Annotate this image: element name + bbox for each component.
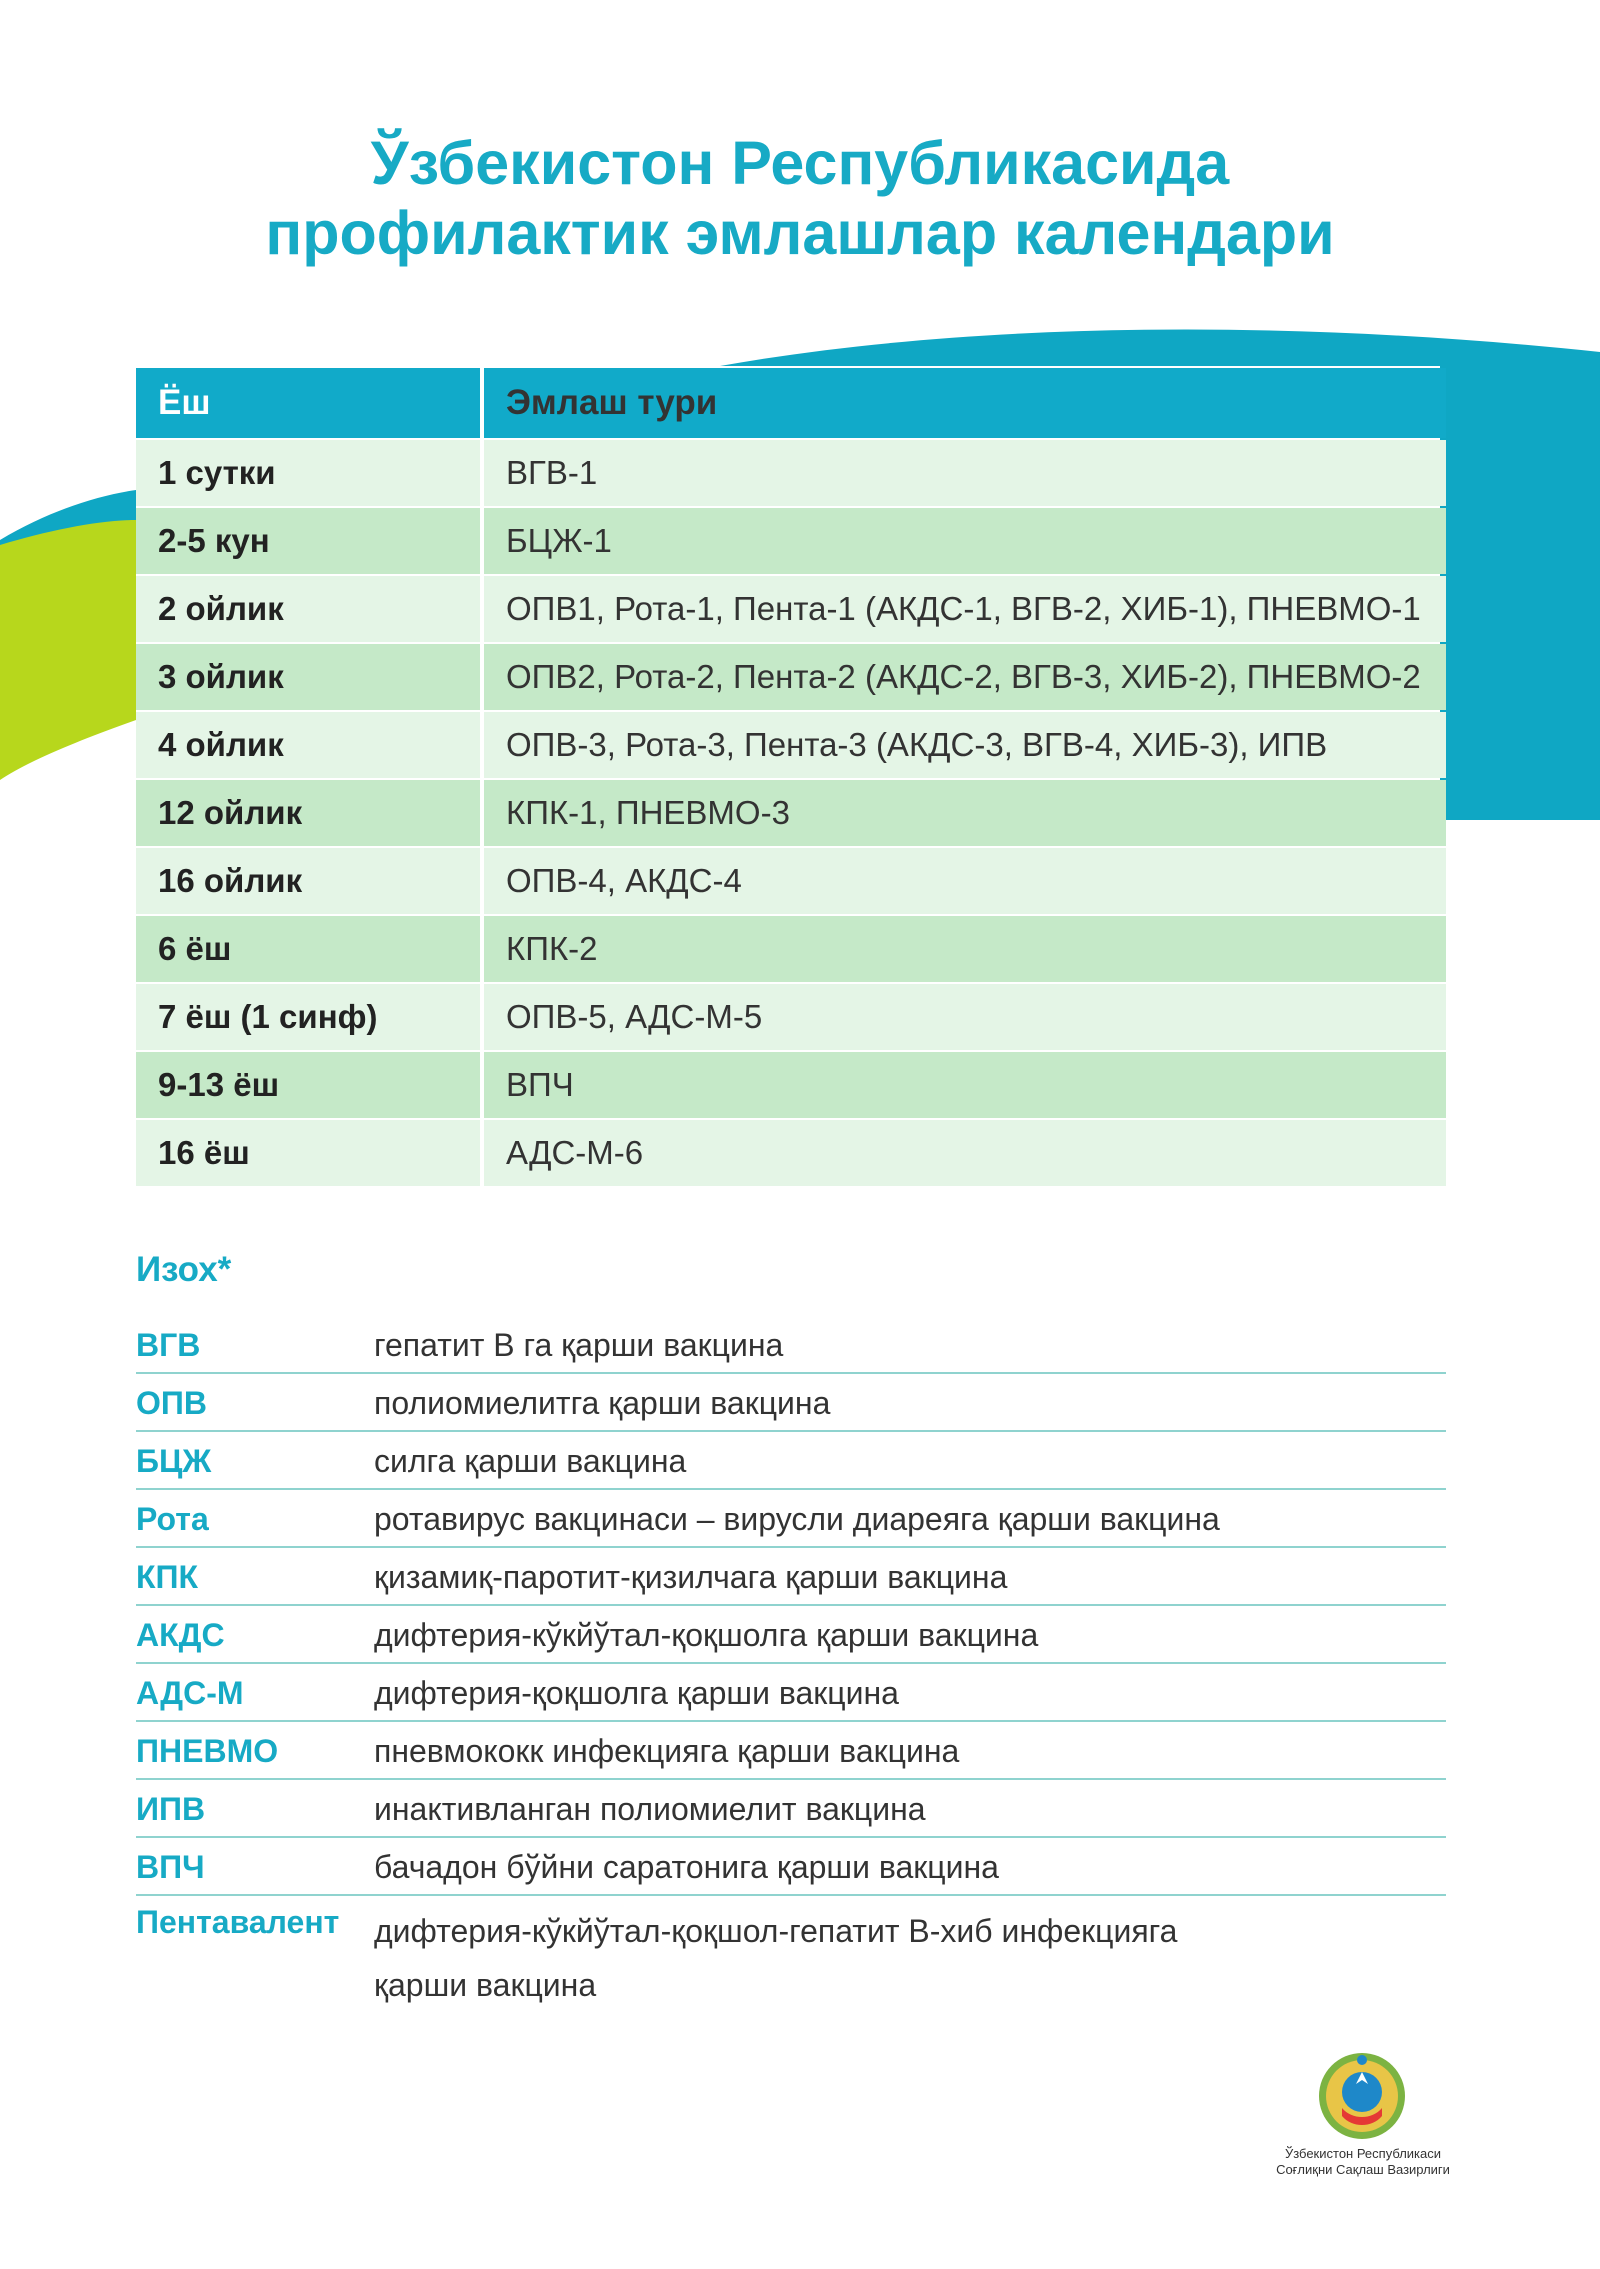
legend-title: Изох* xyxy=(136,1250,232,1289)
legend-desc: дифтерия-кўкйўтал-қоқшол-гепатит В-хиб инфекцияга қарши вакцина xyxy=(374,1913,1178,2003)
age-cell: 12 ойлик xyxy=(136,780,484,846)
table-row xyxy=(136,984,1446,1050)
vaccines-cell: КПК-2 xyxy=(484,916,1446,982)
legend-desc: қизамиқ-паротит-қизилчага қарши вакцина xyxy=(374,1559,1008,1595)
vaccines-cell: ОПВ2, Рота-2, Пента-2 (АКДС-2, ВГВ-3, ХИБ-2), ПНЕВМО-2 xyxy=(484,644,1446,710)
legend-desc: гепатит В га қарши вакцина xyxy=(374,1327,784,1363)
age-cell: 3 ойлик xyxy=(136,644,484,710)
title-line-2: профилактик эмлашлар календари xyxy=(265,199,1335,267)
title-line-1: Ўзбекистон Республикасида xyxy=(370,129,1230,197)
legend-desc: полиомиелитга қарши вакцина xyxy=(374,1385,831,1421)
age-cell: 7 ёш (1 синф) xyxy=(136,984,484,1050)
legend-desc: пневмококк инфекцияга қарши вакцина xyxy=(374,1733,960,1769)
table-row xyxy=(136,576,1446,642)
legend-item xyxy=(136,1492,1446,1548)
age-cell: 2-5 кун xyxy=(136,508,484,574)
legend-abbr: Пентавалент xyxy=(136,1904,340,1940)
legend-abbr: АКДС xyxy=(136,1616,225,1653)
legend-abbr: КПК xyxy=(136,1558,199,1595)
header-age: Ёш xyxy=(136,368,484,438)
state-emblem-icon xyxy=(1316,2050,1408,2142)
legend-abbr: Рота xyxy=(136,1500,209,1537)
vaccines-cell: АДС-М-6 xyxy=(484,1120,1446,1186)
page-title xyxy=(0,128,1600,268)
legend-item xyxy=(136,1550,1446,1606)
header-vaccine-type: Эмлаш тури xyxy=(484,368,1446,438)
legend-desc: дифтерия-қоқшолга қарши вакцина xyxy=(374,1675,899,1711)
vaccines-cell: ВГВ-1 xyxy=(484,440,1446,506)
table-row xyxy=(136,1052,1446,1118)
vaccines-cell: КПК-1, ПНЕВМО-3 xyxy=(484,780,1446,846)
table-row xyxy=(136,916,1446,982)
legend-desc: инактивланган полиомиелит вакцина xyxy=(374,1791,926,1827)
table-row xyxy=(136,508,1446,574)
table-row xyxy=(136,1120,1446,1186)
vaccines-cell: ОПВ-3, Рота-3, Пента-3 (АКДС-3, ВГВ-4, ХИБ-3), ИПВ xyxy=(484,712,1446,778)
age-cell: 4 ойлик xyxy=(136,712,484,778)
legend-abbr: ВПЧ xyxy=(136,1848,205,1885)
legend-abbr: ПНЕВМО xyxy=(136,1732,279,1769)
green-wave-left xyxy=(0,520,136,780)
legend-item xyxy=(136,1898,1446,2012)
vaccines-cell: ОПВ-5, АДС-М-5 xyxy=(484,984,1446,1050)
table-row xyxy=(136,644,1446,710)
legend-desc: бачадон бўйни саратонига қарши вакцина xyxy=(374,1849,999,1885)
legend-item xyxy=(136,1434,1446,1490)
legend-abbr: ИПВ xyxy=(136,1790,206,1827)
legend-desc: дифтерия-кўкйўтал-қоқшолга қарши вакцина xyxy=(374,1617,1039,1653)
legend-desc: ротавирус вакцинаси – вирусли диареяга қарши вакцина xyxy=(374,1501,1220,1537)
age-cell: 16 ойлик xyxy=(136,848,484,914)
ministry-line-2: Соғлиқни Сақлаш Вазирлиги xyxy=(1276,2162,1450,2177)
legend-item xyxy=(136,1782,1446,1838)
vaccines-cell: ВПЧ xyxy=(484,1052,1446,1118)
legend-item xyxy=(136,1608,1446,1664)
table-row xyxy=(136,780,1446,846)
legend-desc: силга қарши вакцина xyxy=(374,1443,687,1479)
vaccines-cell: ОПВ1, Рота-1, Пента-1 (АКДС-1, ВГВ-2, ХИБ-1), ПНЕВМО-1 xyxy=(484,576,1446,642)
age-cell: 16 ёш xyxy=(136,1120,484,1186)
legend-abbr: ОПВ xyxy=(136,1384,207,1421)
age-cell: 9-13 ёш xyxy=(136,1052,484,1118)
abbreviation-legend xyxy=(136,1318,1446,2014)
legend-item xyxy=(136,1666,1446,1722)
legend-abbr: БЦЖ xyxy=(136,1442,212,1479)
age-cell: 1 сутки xyxy=(136,440,484,506)
legend-item xyxy=(136,1318,1446,1374)
legend-item xyxy=(136,1376,1446,1432)
ministry-name xyxy=(1230,2146,1496,2178)
table-header-row xyxy=(136,368,1446,438)
legend-abbr: АДС-М xyxy=(136,1674,244,1711)
vaccines-cell: БЦЖ-1 xyxy=(484,508,1446,574)
age-cell: 2 ойлик xyxy=(136,576,484,642)
table-row xyxy=(136,848,1446,914)
table-row xyxy=(136,712,1446,778)
table-row xyxy=(136,440,1446,506)
vaccination-schedule-table xyxy=(136,366,1446,1188)
age-cell: 6 ёш xyxy=(136,916,484,982)
legend-item xyxy=(136,1840,1446,1896)
vaccines-cell: ОПВ-4, АКДС-4 xyxy=(484,848,1446,914)
ministry-line-1: Ўзбекистон Республикаси xyxy=(1284,2146,1442,2161)
legend-item xyxy=(136,1724,1446,1780)
legend-abbr: ВГВ xyxy=(136,1326,201,1363)
